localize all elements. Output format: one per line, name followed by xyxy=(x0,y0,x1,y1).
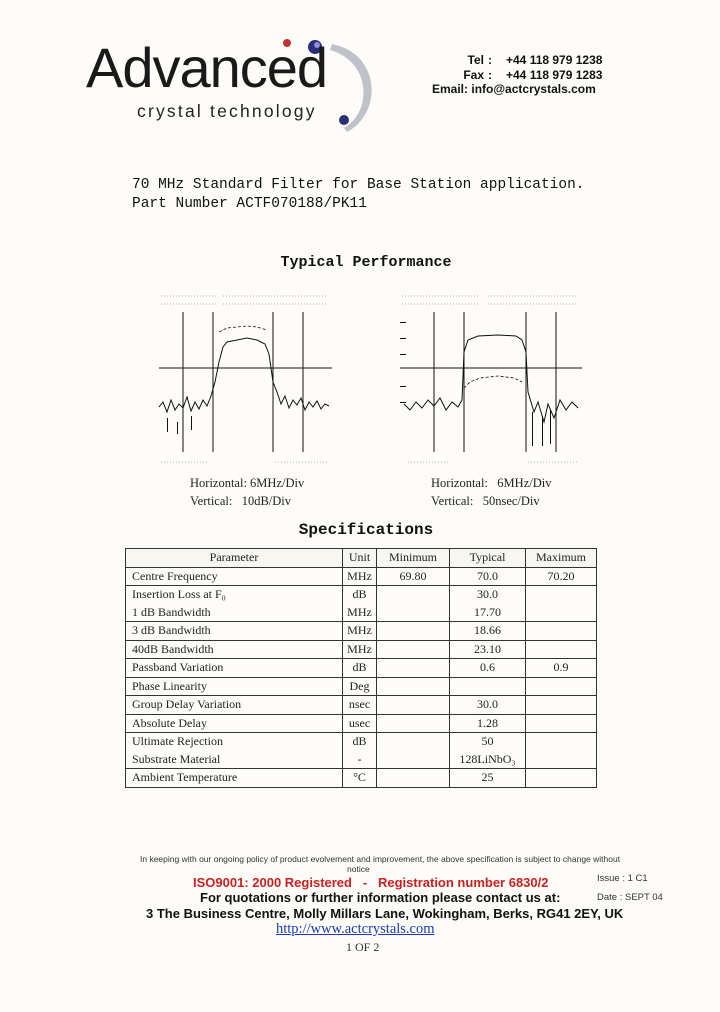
minimum-cell xyxy=(377,714,450,733)
minimum-cell xyxy=(377,586,450,604)
maximum-cell xyxy=(526,751,597,769)
issue-number: Issue : 1 C1 xyxy=(597,873,648,884)
maximum-cell xyxy=(526,640,597,659)
parameter-cell: Ambient Temperature xyxy=(126,769,343,788)
parameter-cell: Substrate Material xyxy=(126,751,343,769)
part-number: Part Number ACTF070188/PK11 xyxy=(132,196,367,212)
maximum-cell: 70.20 xyxy=(526,567,597,586)
column-header: Maximum xyxy=(526,549,597,568)
typical-cell: 128LiNbO₃ xyxy=(450,751,526,769)
minimum-cell xyxy=(377,677,450,696)
tel-number: +44 118 979 1238 xyxy=(506,53,603,67)
unit-cell: dB xyxy=(343,659,377,678)
parameter-cell: Insertion Loss at F₀ xyxy=(126,586,343,604)
unit-cell: dB xyxy=(343,586,377,604)
maximum-cell xyxy=(526,604,597,622)
email-label: Email: xyxy=(432,82,469,96)
table-row xyxy=(126,714,597,733)
column-header: Parameter xyxy=(126,549,343,568)
table-row xyxy=(126,640,597,659)
website-link[interactable]: http://www.actcrystals.com xyxy=(276,921,435,937)
table-row xyxy=(126,677,597,696)
minimum-cell xyxy=(377,659,450,678)
unit-cell: MHz xyxy=(343,604,377,622)
maximum-cell xyxy=(526,696,597,715)
unit-cell: MHz xyxy=(343,622,377,641)
typical-cell: 0.6 xyxy=(450,659,526,678)
parameter-cell: Passband Variation xyxy=(126,659,343,678)
left-plot-horizontal-scale: Horizontal: 6MHz/Div xyxy=(190,476,305,490)
parameter-cell: 3 dB Bandwidth xyxy=(126,622,343,641)
tel-colon: : xyxy=(488,53,492,67)
typical-cell: 30.0 xyxy=(450,586,526,604)
fax-label: Fax xyxy=(463,68,484,82)
minimum-cell xyxy=(377,751,450,769)
iso-registration: ISO9001: 2000 Registered - Registration number 6830/2 xyxy=(193,875,549,890)
table-row xyxy=(126,567,597,586)
fax-line xyxy=(444,68,602,82)
minimum-cell xyxy=(377,622,450,641)
typical-cell xyxy=(450,677,526,696)
typical-performance-heading: Typical Performance xyxy=(280,254,452,271)
maximum-cell xyxy=(526,677,597,696)
maximum-cell xyxy=(526,622,597,641)
maximum-cell xyxy=(526,714,597,733)
parameter-cell: 40dB Bandwidth xyxy=(126,640,343,659)
parameter-cell: 1 dB Bandwidth xyxy=(126,604,343,622)
typical-cell: 30.0 xyxy=(450,696,526,715)
typical-cell: 18.66 xyxy=(450,622,526,641)
right-plot-vertical-scale: Vertical: 50nsec/Div xyxy=(431,494,540,508)
minimum-cell xyxy=(377,604,450,622)
specifications-heading: Specifications xyxy=(298,521,434,539)
minimum-cell xyxy=(377,733,450,751)
group-delay-plot xyxy=(398,292,588,468)
table-row xyxy=(126,622,597,641)
unit-cell: Deg xyxy=(343,677,377,696)
parameter-cell: Group Delay Variation xyxy=(126,696,343,715)
typical-cell: 23.10 xyxy=(450,640,526,659)
parameter-cell: Absolute Delay xyxy=(126,714,343,733)
issue-date: Date : SEPT 04 xyxy=(597,892,663,903)
unit-cell: MHz xyxy=(343,567,377,586)
tel-label: Tel xyxy=(467,53,484,67)
table-row xyxy=(126,696,597,715)
quotation-contact: For quotations or further information please contact us at: xyxy=(200,890,561,905)
unit-cell: usec xyxy=(343,714,377,733)
typical-cell: 25 xyxy=(450,769,526,788)
maximum-cell: 0.9 xyxy=(526,659,597,678)
fax-number: +44 118 979 1283 xyxy=(506,68,603,82)
table-row xyxy=(126,604,597,622)
logo-wordmark: Advanced xyxy=(86,36,328,99)
table-header-row xyxy=(126,549,597,568)
table-row xyxy=(126,586,597,604)
typical-cell: 17.70 xyxy=(450,604,526,622)
typical-cell: 1.28 xyxy=(450,714,526,733)
right-plot-horizontal-scale: Horizontal: 6MHz/Div xyxy=(431,476,552,490)
change-notice-continued: notice xyxy=(347,864,370,874)
parameter-cell: Ultimate Rejection xyxy=(126,733,343,751)
logo-tagline: crystal technology xyxy=(137,101,317,121)
typical-cell: 50 xyxy=(450,733,526,751)
table-row xyxy=(126,751,597,769)
fax-colon: : xyxy=(488,68,492,82)
minimum-cell: 69.80 xyxy=(377,567,450,586)
unit-cell: °C xyxy=(343,769,377,788)
maximum-cell xyxy=(526,586,597,604)
document-title: 70 MHz Standard Filter for Base Station application. xyxy=(132,177,585,193)
company-address: 3 The Business Centre, Molly Millars Lane, Wokingham, Berks, RG41 2EY, UK xyxy=(146,906,624,921)
parameter-cell: Phase Linearity xyxy=(126,677,343,696)
maximum-cell xyxy=(526,769,597,788)
maximum-cell xyxy=(526,733,597,751)
minimum-cell xyxy=(377,696,450,715)
change-notice: In keeping with our ongoing policy of product evolvement and improvement, the above specification is subject to change without xyxy=(140,854,621,864)
column-header: Typical xyxy=(450,549,526,568)
email-line xyxy=(432,82,596,96)
table-row xyxy=(126,659,597,678)
left-plot-vertical-scale: Vertical: 10dB/Div xyxy=(190,494,292,508)
amplitude-response-plot xyxy=(157,292,335,468)
minimum-cell xyxy=(377,769,450,788)
minimum-cell xyxy=(377,640,450,659)
unit-cell: dB xyxy=(343,733,377,751)
table-row xyxy=(126,733,597,751)
email-address[interactable]: info@actcrystals.com xyxy=(471,82,596,96)
specifications-table xyxy=(125,548,597,788)
typical-cell: 70.0 xyxy=(450,567,526,586)
parameter-cell: Centre Frequency xyxy=(126,567,343,586)
unit-cell: nsec xyxy=(343,696,377,715)
column-header: Minimum xyxy=(377,549,450,568)
column-header: Unit xyxy=(343,549,377,568)
unit-cell: - xyxy=(343,751,377,769)
unit-cell: MHz xyxy=(343,640,377,659)
table-row xyxy=(126,769,597,788)
page-number: 1 OF 2 xyxy=(346,940,380,954)
tel-line xyxy=(444,53,602,67)
